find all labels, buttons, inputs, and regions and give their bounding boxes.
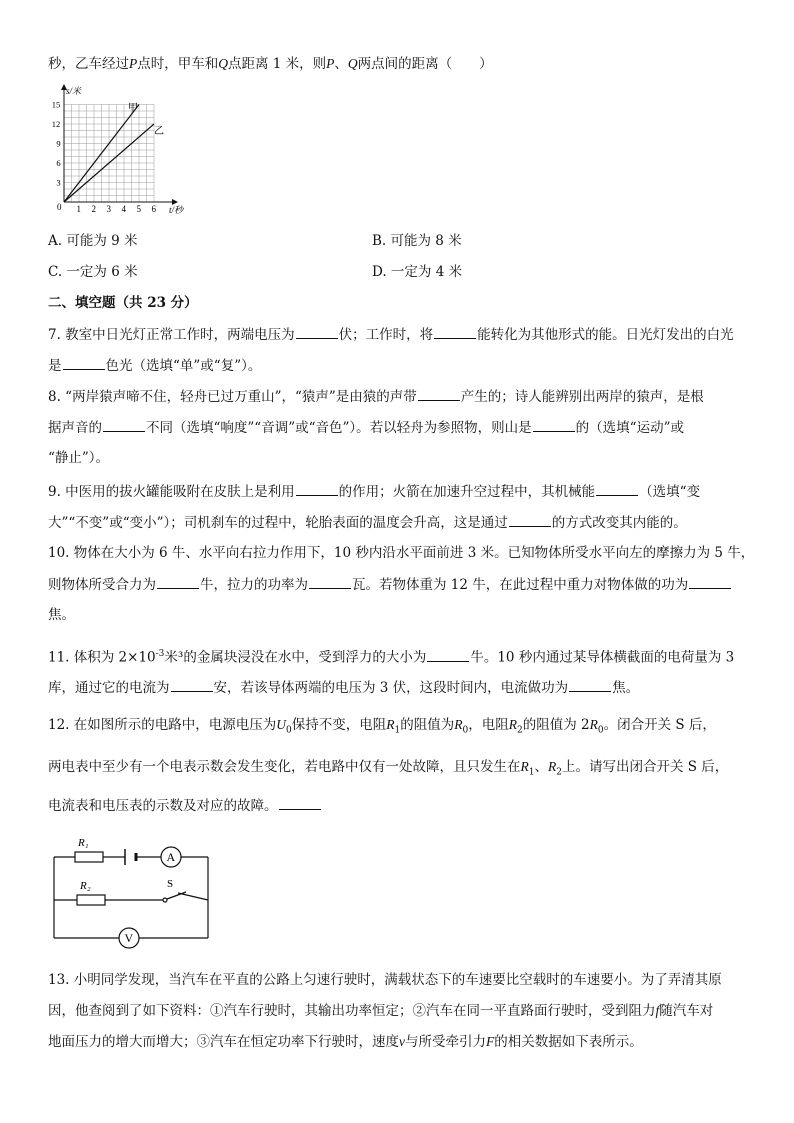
q10-line-1: 10. 物体在大小为 6 牛、水平向右拉力作用下，10 秒内沿水平面前进 3 米。已知物体所受水平向左的摩擦力为 5 牛， [48,545,755,561]
origin-label: 0 [57,202,62,212]
section-title: 二、填空题（共 23 分） [48,295,198,311]
q12-line-3: 电流表和电压表的示数及对应的故障。 [48,796,322,815]
q8-line-2: 据声音的 不同（选填“响度”“音调”或“音色”）。若以轻舟为参照物，则山是 的（选填“运动”或 [48,420,684,436]
option-a: A. 可能为 9 米 [48,233,138,249]
r2-resistor [77,895,105,905]
y-axis-label: s/米 [66,86,82,96]
y-tick-label: 6 [56,158,61,168]
x-axis-label: t/秒 [169,205,184,215]
q13-line-2: 因，他查阅到了如下资料：①汽车行驶时，其输出功率恒定；②汽车在同一平直路面行驶时，受到阻力f随汽车对 [48,1003,714,1019]
q11-line-2: 库，通过它的电流为 安，若该导体两端的电压为 3 伏，这段时间内，电流做功为 焦。 [48,680,640,696]
q13-line-1: 13. 小明同学发现，当汽车在平直的公路上匀速行驶时，满载状态下的车速要比空载时的车速要小。为了弄清其原 [48,972,722,988]
q12-line-2: 两电表中至少有一个电表示数会发生变化，若电路中仅有一处故障，且只发生在$R_1$、$R_2$上。请写出闭合开关 S 后， [48,759,729,778]
q8-line-3: “静止”）。 [48,450,110,466]
q12-line-1: 12. 在如图所示的电路中，电源电压为$U_0$保持不变，电阻$R_1$的阻值为$R_0$，电阻$R_2$的阻值为 $2R_0$。闭合开关 S 后， [48,717,716,736]
line-jia-label: 甲 [128,103,138,114]
r1-label: R₁ [78,837,89,849]
q10-line-3: 焦。 [48,607,75,623]
x-tick-label: 1 [76,204,81,214]
graph-axes [61,84,178,205]
q10-line-2: 则物体所受合力为 牛，拉力的功率为 瓦。若物体重为 12 牛，在此过程中重力对物体做的功为 [48,575,732,594]
switch-icon [163,892,186,902]
x-tick-label: 4 [121,204,126,214]
x-tick-label: 5 [136,204,141,214]
r1-resistor [75,852,103,862]
line-yi-label: 乙 [154,126,164,137]
switch-label: S [167,878,174,890]
q11-line-1: 11. 体积为 $2\times 10^{-3}$米³的金属块浸没在水中，受到浮力的大小为 牛。10 秒内通过某导体横截面的电荷量为 3 [48,649,735,666]
voltmeter-icon [119,928,139,948]
x-tick-label: 2 [91,204,96,214]
y-tick-label: 12 [51,119,61,129]
y-tick-label: 15 [51,99,61,110]
q9-line-2: 大”“不变”或“变小”）；司机刹车的过程中，轮胎表面的温度会升高，这是通过 的方式改变其内能的。 [48,515,687,531]
q7-line-1: 7. 教室中日光灯正常工作时，两端电压为 伏；工作时，将 能转化为其他形式的能。日光灯发出的白光 [48,327,734,343]
x-tick-label: 3 [106,204,111,214]
q13-line-3: 地面压力的增大而增大；③汽车在恒定功率下行驶时，速度v与所受牵引力F的相关数据如下表所示。 [48,1034,643,1050]
y-tick-labels [52,100,61,188]
q9-line-1: 9. 中医用的拔火罐能吸附在皮肤上是利用 的作用；火箭在加速升空过程中，其机械能 （选填“变 [48,484,701,500]
y-tick-label: 9 [56,138,61,149]
st-graph [48,82,198,222]
circuit-diagram [48,832,218,952]
graph-grid [64,105,154,203]
q6-stem: 秒，乙车经过P点时，甲车和Q点距离 1 米，则P、Q两点间的距离（ ） [48,56,493,72]
battery-icon [125,849,136,865]
x-tick-label: 6 [151,204,156,214]
option-b: B. 可能为 8 米 [372,233,462,249]
ammeter-icon [161,847,181,867]
svg-text:V: V [124,931,134,945]
svg-text:A: A [166,850,176,864]
q8-line-1: 8. “两岸猿声啼不住，轻舟已过万重山”，“猿声”是由猿的声带 产生的；诗人能辨别出两岸的猿声，是根 [48,389,704,405]
y-tick-label: 3 [56,177,61,188]
option-d: D. 一定为 4 米 [372,264,463,280]
option-c: C. 一定为 6 米 [48,264,138,280]
r2-label: R₂ [80,880,91,892]
x-tick-labels [77,204,157,214]
q7-line-2: 是 色光（选填“单”或“复”）。 [48,358,262,374]
